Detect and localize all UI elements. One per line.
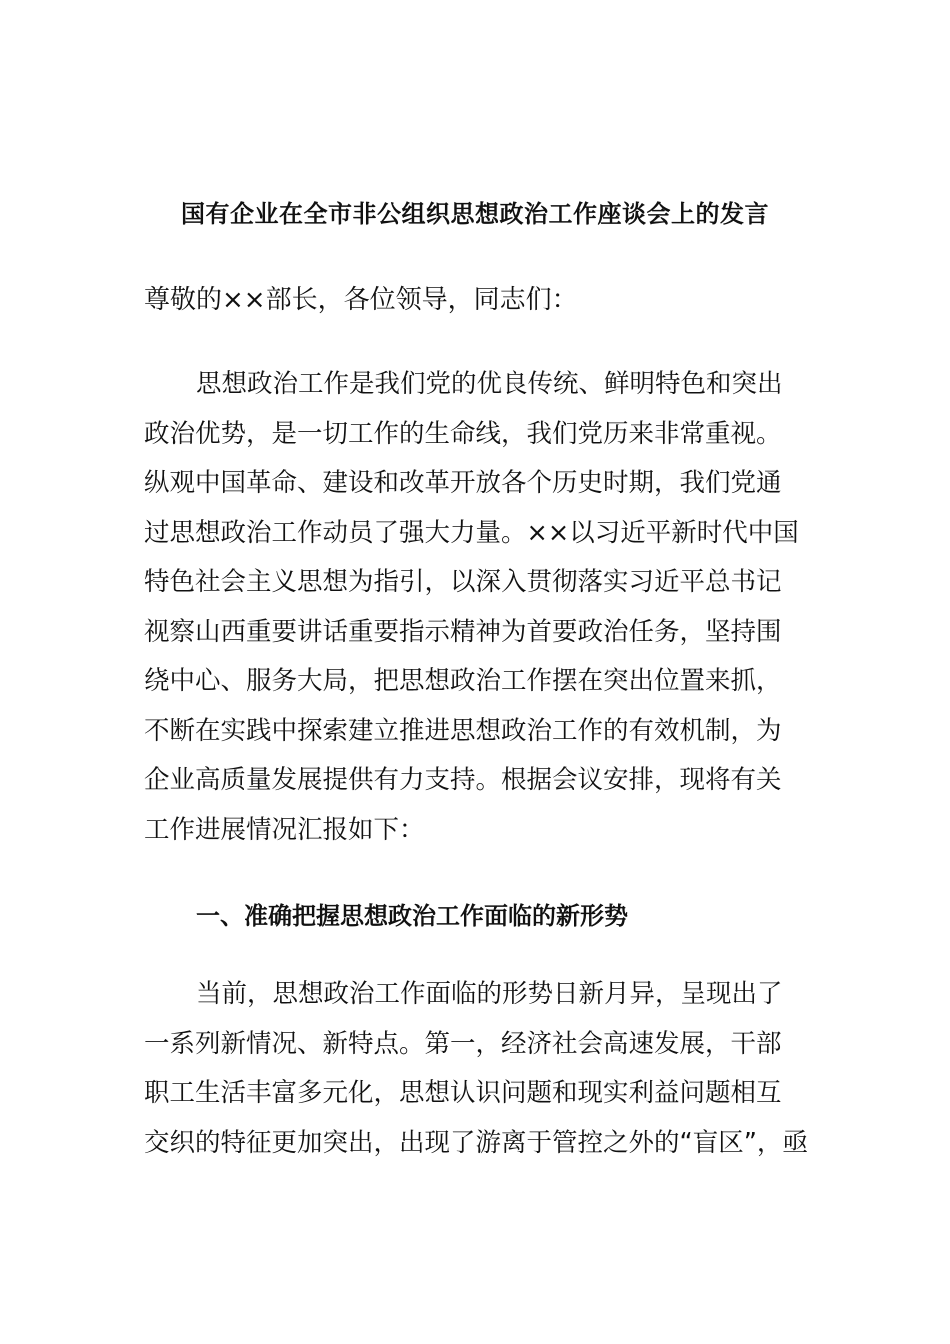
paragraph-line: 企业高质量发展提供有力支持。根据会议安排，现将有关 [144, 765, 782, 795]
paragraph-intro [144, 360, 814, 855]
paragraph-line: 政治优势，是一切工作的生命线，我们党历来非常重视。 [144, 418, 782, 449]
paragraph-situation [144, 970, 814, 1168]
salutation: 尊敬的××部长，各位领导，同志们： [144, 285, 578, 315]
paragraph-line: 职工生活丰富多元化，思想认识问题和现实利益问题相互 [144, 1078, 782, 1108]
paragraph-line: 过思想政治工作动员了强大力量。××以习近平新时代中国 [144, 517, 799, 548]
paragraph-line: 绕中心、服务大局，把思想政治工作摆在突出位置来抓， [144, 666, 782, 696]
paragraph-line: 当前，思想政治工作面临的形势日新月异，呈现出了 [196, 979, 783, 1009]
paragraph-line: 特色社会主义思想为指引，以深入贯彻落实习近平总书记 [144, 567, 782, 597]
paragraph-line: 一系列新情况、新特点。第一，经济社会高速发展，干部 [144, 1028, 782, 1059]
paragraph-line: 思想政治工作是我们党的优良传统、鲜明特色和突出 [196, 369, 783, 399]
paragraph-line: 交织的特征更加突出，出现了游离于管控之外的“盲区”，亟 [144, 1127, 808, 1158]
section-heading: 一、准确把握思想政治工作面临的新形势 [196, 902, 628, 930]
paragraph-line: 工作进展情况汇报如下： [144, 814, 425, 845]
paragraph-line: 视察山西重要讲话重要指示精神为首要政治任务，坚持围 [144, 616, 782, 647]
paragraph-line: 不断在实践中探索建立推进思想政治工作的有效机制，为 [144, 715, 782, 746]
paragraph-line: 纵观中国革命、建设和改革开放各个历史时期，我们党通 [144, 468, 782, 498]
document-title: 国有企业在全市非公组织思想政治工作座谈会上的发言 [181, 200, 769, 228]
